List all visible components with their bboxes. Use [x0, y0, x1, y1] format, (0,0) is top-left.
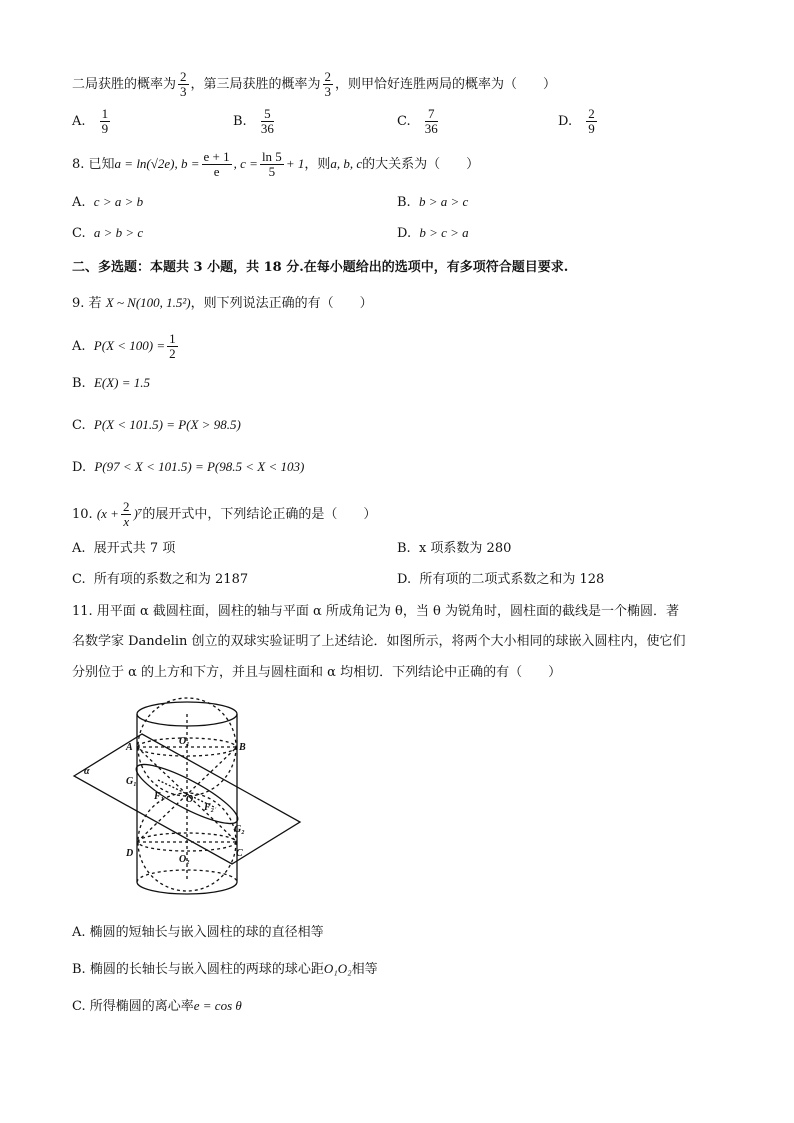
q10-stem: 10. (x + $\frac{2}{x}$ )⁷的展开式中，下列结论正确的是（ ） — [72, 499, 377, 529]
q11-line-2: 名数学家 Dandelin 创立的双球实验证明了上述结论．如图所示，将两个大小相同的球嵌入圆柱内，使它们 — [72, 634, 686, 649]
label-o2: O₂ — [179, 854, 190, 865]
q9-option-c[interactable]: C. P(X < 101.5) = P(X > 98.5) — [72, 417, 241, 433]
q9-option-d[interactable]: D. P(97 < X < 101.5) = P(98.5 < X < 103) — [72, 459, 305, 475]
label-g1: G₁ — [126, 776, 137, 787]
fraction: $\frac{2}{3}$ — [324, 69, 332, 99]
q8-option-c[interactable]: C. a > b > c — [72, 225, 144, 241]
q10-option-b[interactable]: B. x 项系数为 280 — [397, 541, 512, 556]
q11-option-b[interactable]: B. 椭圆的长轴长与嵌入圆柱的两球的球心距O₁O₂相等 — [72, 961, 378, 977]
label-d: D — [126, 848, 134, 859]
q11-option-c[interactable]: C. 所得椭圆的离心率e = cos θ — [72, 998, 242, 1014]
q8-option-d[interactable]: D. b > c > a — [397, 225, 469, 241]
q7-option-a[interactable]: A. $\frac{1}{9}$ — [72, 106, 109, 136]
q7-stem: 二局获胜的概率为 $\frac{2}{3}$ ，第三局获胜的概率为 $\frac{2}{3}$ ，则甲恰好连胜两局的概率为（ ） — [72, 69, 557, 99]
label-g2: G₂ — [234, 824, 245, 835]
label-o1: O₁ — [179, 736, 190, 747]
q10-option-c[interactable]: C. 所有项的系数之和为 2187 — [72, 572, 249, 587]
q9-stem: 9. 若 X ~ N(100, 1.5²)，则下列说法正确的有（ ） — [72, 295, 373, 311]
label-c: C — [236, 848, 243, 859]
q9-option-b[interactable]: B. E(X) = 1.5 — [72, 375, 151, 391]
section-heading: 二、多选题：本题共 3 小题，共 18 分.在每小题给出的选项中，有多项符合题目要求. — [72, 260, 569, 275]
label-o: O — [186, 794, 194, 805]
label-alpha: α — [84, 766, 90, 777]
q11-line-1: 11. 用平面 α 截圆柱面，圆柱的轴与平面 α 所成角记为 θ，当 θ 为锐角时，圆柱面的截线是一个椭圆．著 — [72, 604, 679, 619]
label-b: B — [239, 742, 246, 753]
fraction: $\frac{2}{3}$ — [180, 69, 187, 99]
label-f2: F₂ — [204, 802, 215, 813]
q11-line-3: 分别位于 α 的上方和下方，并且与圆柱面和 α 均相切．下列结论中正确的有（ ） — [72, 665, 562, 680]
q8-option-a[interactable]: A. c > a > b — [72, 194, 144, 210]
q7-option-d[interactable]: D. $\frac{2}{9}$ — [558, 106, 595, 136]
q7-option-b[interactable]: B. $\frac{5}{36}$ — [233, 106, 274, 136]
q11-option-a[interactable]: A. 椭圆的短轴长与嵌入圆柱的球的直径相等 — [72, 925, 324, 940]
q10-option-a[interactable]: A. 展开式共 7 项 — [72, 541, 176, 556]
q8-stem: 8. 已知a = ln(√2e), b = $\frac{e + 1}{e}$ , c = $\frac{\ln 5}{5}$ + 1，则a, b, c的大关系为（ ） — [72, 149, 480, 179]
dandelin-spheres-figure — [70, 692, 310, 910]
q8-option-b[interactable]: B. b > a > c — [397, 194, 469, 210]
q10-option-d[interactable]: D. 所有项的二项式系数之和为 128 — [397, 572, 605, 587]
q7-option-c[interactable]: C. $\frac{7}{36}$ — [397, 106, 438, 136]
q9-option-a[interactable]: A. P(X < 100) = $\frac{1}{2}$ — [72, 331, 176, 361]
label-a: A — [126, 742, 133, 753]
label-f1: F₁ — [154, 791, 165, 802]
